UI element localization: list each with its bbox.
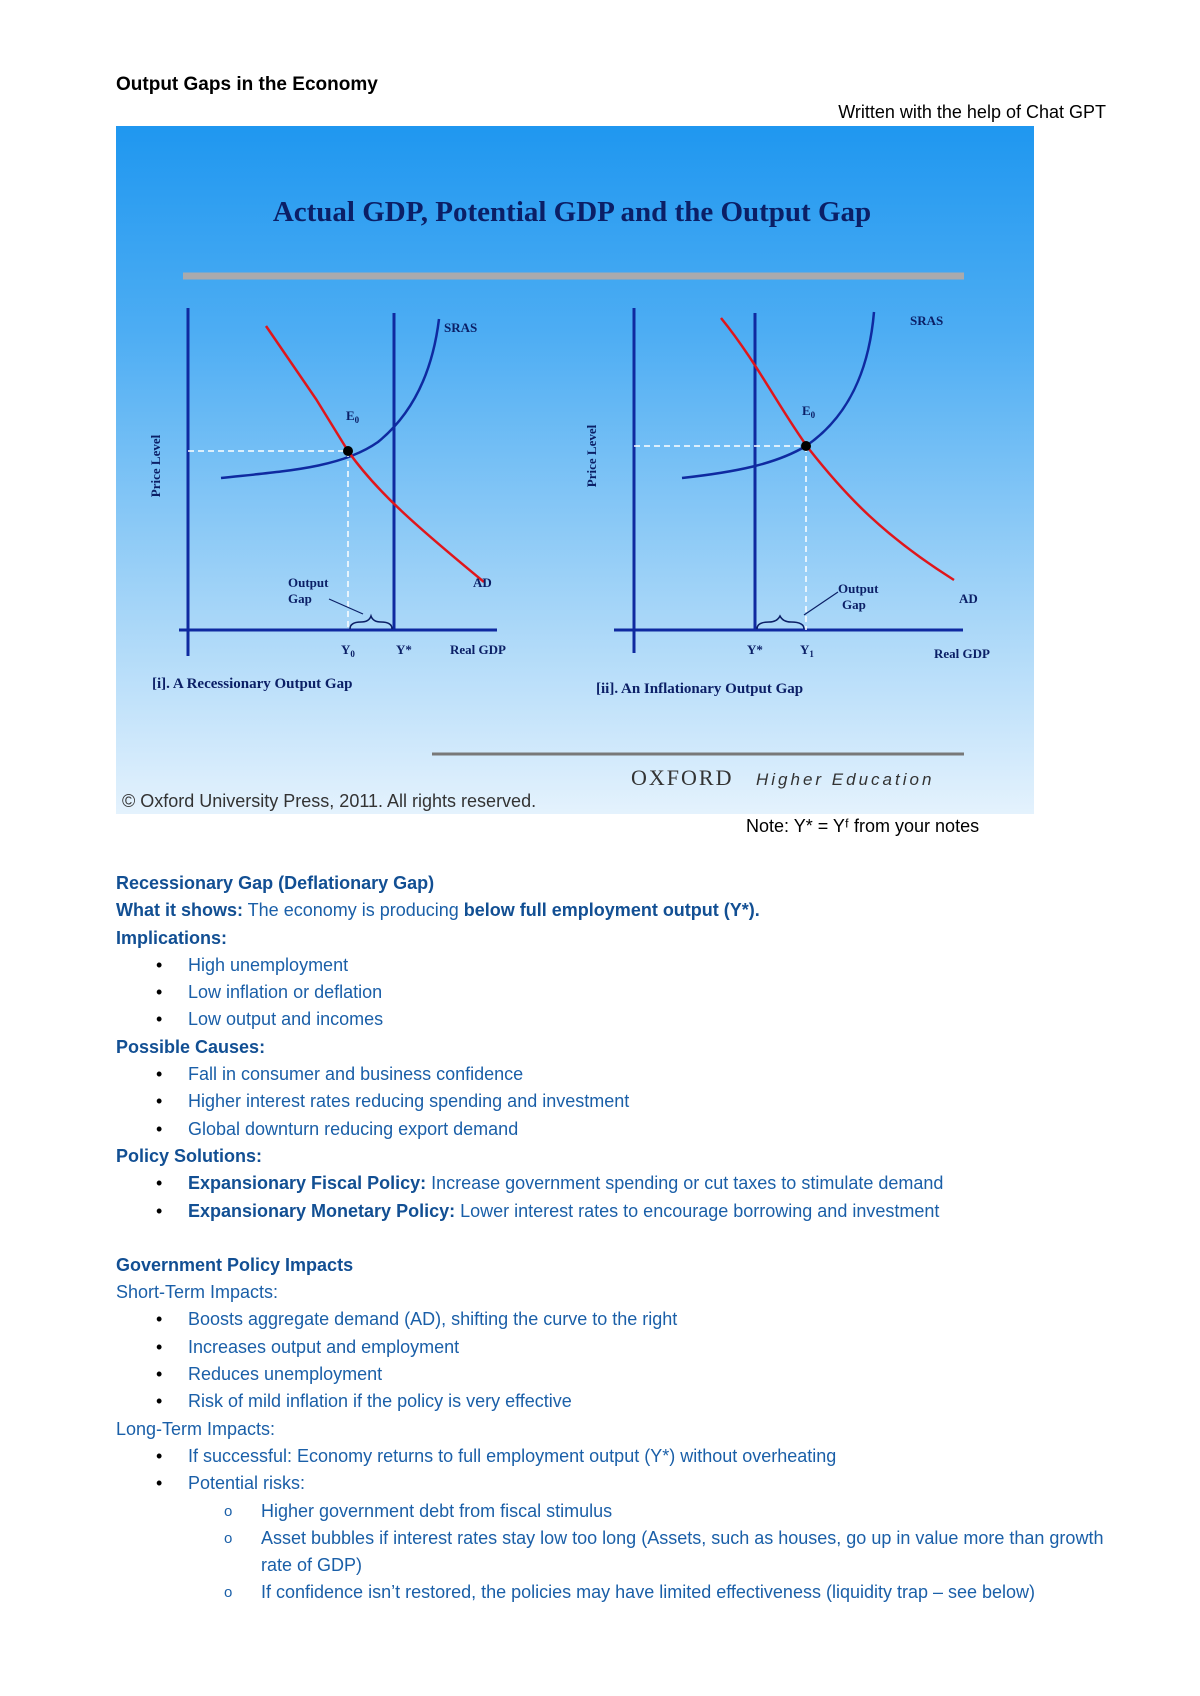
- left-gap-pointer: [329, 599, 363, 614]
- right-equilibrium-point: [801, 441, 811, 451]
- list-item: • Higher interest rates reducing spending and investment: [116, 1088, 1116, 1115]
- output-gap-figure: [116, 126, 1034, 814]
- list-item: • Low output and incomes: [116, 1006, 1116, 1033]
- list-item: o If confidence isn’t restored, the policies may have limited effectiveness (liquidity trap – see below): [116, 1579, 1116, 1606]
- left-caption: [i]. A Recessionary Output Gap: [152, 676, 353, 692]
- publisher-subtitle: Higher Education: [756, 770, 935, 789]
- left-ad-curve: [266, 326, 484, 582]
- list-item: • Boosts aggregate demand (AD), shifting the curve to the right: [116, 1306, 1116, 1333]
- left-gap-brace: [350, 616, 392, 629]
- left-sras-curve: [221, 319, 439, 478]
- copyright-notice: © Oxford University Press, 2011. All rights reserved.: [122, 791, 537, 811]
- figure-title: Actual GDP, Potential GDP and the Output Gap: [272, 196, 872, 228]
- left-equilibrium-point: [343, 446, 353, 456]
- impacts-heading: Government Policy Impacts: [116, 1254, 354, 1275]
- left-eq-label: $E_0$: [346, 408, 360, 425]
- figure-svg: [116, 126, 1034, 814]
- list-item: • Low inflation or deflation: [116, 979, 1116, 1006]
- right-eq-label: $E_0$: [802, 403, 816, 420]
- right-sras-label: SRAS: [910, 313, 944, 328]
- right-sras-curve: [682, 312, 874, 478]
- left-panel: [148, 308, 506, 692]
- list-item: • Expansionary Fiscal Policy: Increase government spending or cut taxes to stimulate demand: [116, 1170, 1116, 1197]
- list-item: • High unemployment: [116, 952, 1116, 979]
- right-tick-ystar: Y*: [747, 642, 763, 657]
- document-body: [116, 870, 1116, 1607]
- list-item: • Reduces unemployment: [116, 1361, 1116, 1388]
- left-y-axis-label: Price Level: [148, 434, 163, 498]
- list-item: • Risk of mild inflation if the policy is very effective: [116, 1388, 1116, 1415]
- left-gap-label-1: Output: [288, 575, 329, 590]
- implications-list: [116, 952, 1116, 1034]
- document-title: Output Gaps in the Economy: [116, 74, 378, 95]
- list-item: • Expansionary Monetary Policy: Lower interest rates to encourage borrowing and investment: [116, 1198, 1116, 1225]
- figure-note: Note: Y* = Yᶠ from your notes: [746, 816, 980, 836]
- right-caption: [ii]. An Inflationary Output Gap: [596, 681, 804, 697]
- author-credit: Written with the help of Chat GPT: [838, 102, 1106, 122]
- right-x-axis-label: Real GDP: [934, 646, 990, 661]
- right-panel: [584, 308, 990, 697]
- list-item: • Potential risks:: [116, 1470, 1116, 1497]
- left-sras-label: SRAS: [444, 320, 478, 335]
- list-item: o Asset bubbles if interest rates stay low too long (Assets, such as houses, go up in value more than growth rate of GDP): [116, 1525, 1116, 1580]
- policy-list: [116, 1170, 1116, 1225]
- recession-heading: Recessionary Gap (Deflationary Gap): [116, 873, 435, 893]
- right-gap-brace: [757, 616, 804, 629]
- causes-label: Possible Causes:: [116, 1036, 266, 1057]
- list-item: • If successful: Economy returns to full employment output (Y*) without overheating: [116, 1443, 1116, 1470]
- right-gap-label-1: Output: [838, 581, 879, 596]
- list-item: • Global downturn reducing export demand: [116, 1116, 1116, 1143]
- causes-list: [116, 1061, 1116, 1143]
- right-gap-pointer: [804, 592, 838, 615]
- what-it-shows: What it shows: The economy is producing below full employment output (Y*).: [116, 900, 760, 921]
- short-term-list: [116, 1306, 1116, 1415]
- right-ad-label: AD: [959, 591, 978, 606]
- left-gap-label-2: Gap: [288, 591, 312, 606]
- left-tick-ystar: Y*: [396, 642, 412, 657]
- risks-sublist: [116, 1498, 1116, 1607]
- policy-label: Policy Solutions:: [116, 1145, 263, 1166]
- left-ad-label: AD: [473, 575, 492, 590]
- list-item: • Increases output and employment: [116, 1334, 1116, 1361]
- short-term-label: Short-Term Impacts:: [116, 1282, 279, 1303]
- right-gap-label-2: Gap: [842, 597, 866, 612]
- publisher-logo: OXFORD: [631, 765, 734, 790]
- implications-label: Implications:: [116, 927, 228, 948]
- right-y-axis-label: Price Level: [584, 424, 599, 488]
- list-item: • Fall in consumer and business confidence: [116, 1061, 1116, 1088]
- right-tick-y1: $Y_1$: [800, 642, 814, 659]
- list-item: o Higher government debt from fiscal stimulus: [116, 1498, 1116, 1525]
- long-term-list: [116, 1443, 1116, 1498]
- left-x-axis-label: Real GDP: [450, 642, 506, 657]
- left-tick-y0: $Y_0$: [341, 642, 355, 659]
- long-term-label: Long-Term Impacts:: [116, 1418, 276, 1439]
